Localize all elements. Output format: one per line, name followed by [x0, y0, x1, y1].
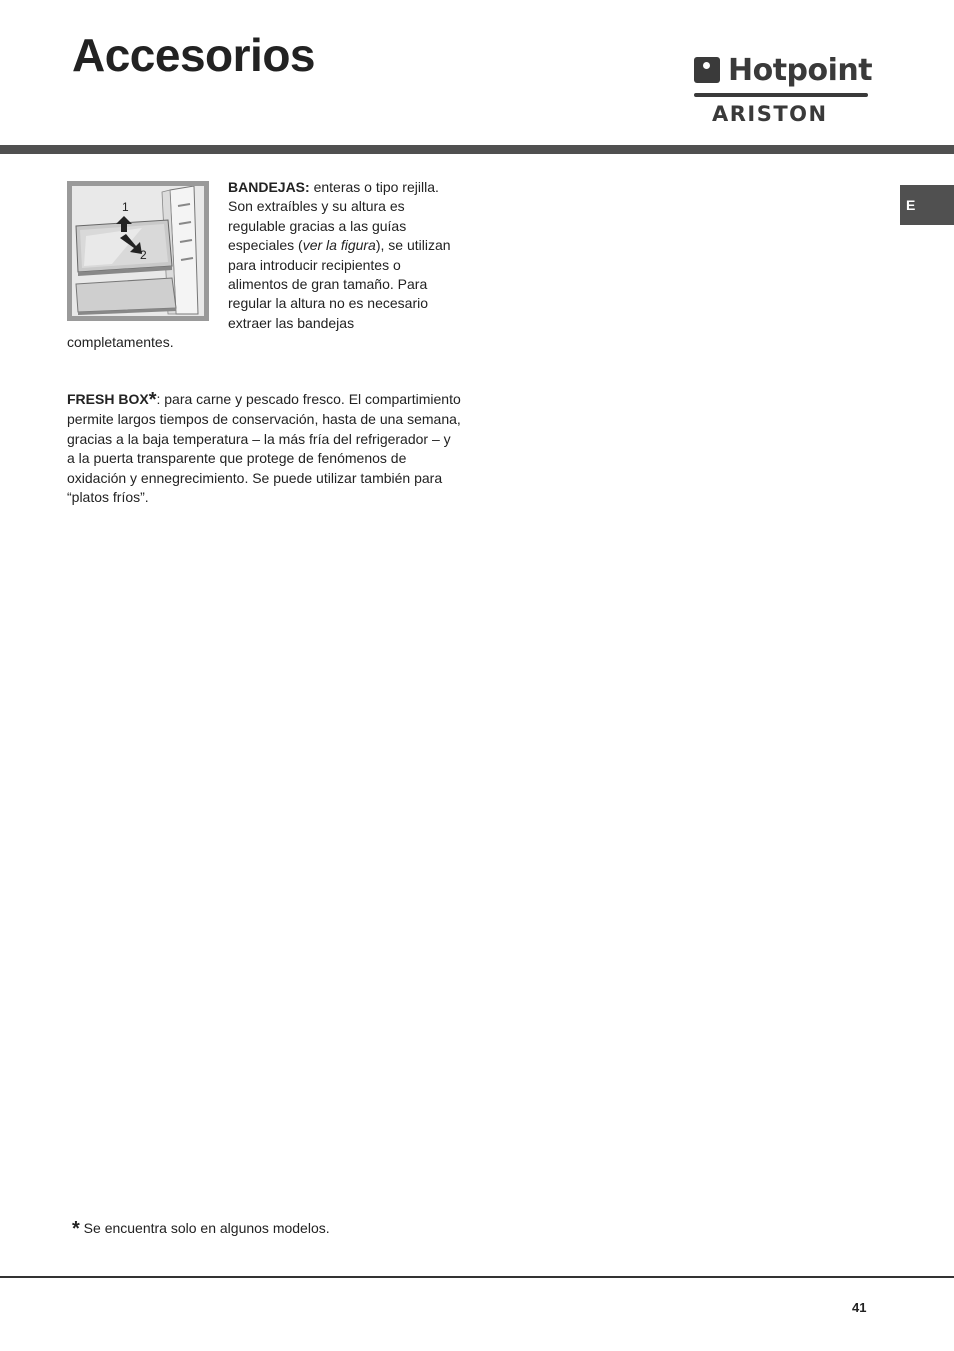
logo-brand-text: Hotpoint: [728, 52, 873, 88]
brand-logo: [694, 52, 873, 127]
hotpoint-logo-icon: [694, 57, 720, 83]
shelf-figure: [67, 181, 209, 321]
fresh-box-paragraph: [67, 390, 462, 507]
shelf-illustration: [72, 186, 204, 316]
bandejas-text-b: ), se utilizan para introducir recipientes o alimentos de gran tamaño. Para regular la altura no es necesario extraer las bandejas: [228, 237, 451, 331]
bandejas-figure-ref: ver la figura: [302, 237, 376, 254]
fresh-box-heading: FRESH BOX: [67, 391, 149, 407]
footer-divider: [0, 1276, 954, 1278]
language-tab-label: E: [906, 197, 916, 213]
logo-divider: [694, 93, 868, 97]
bandejas-text-a: enteras o tipo rejilla. Son extraíbles y su altura es regulable gracias a las guías especiales (: [228, 179, 439, 254]
page-title: Accesorios: [72, 29, 316, 81]
asterisk-icon: *: [148, 389, 157, 411]
footnote-asterisk-icon: *: [72, 1218, 80, 1240]
bandejas-paragraph: [228, 178, 460, 333]
fresh-box-text: : para carne y pescado fresco. El compartimiento permite largos tiempos de conservación, hasta de una semana, gracias a la baja temperatura – la más fría del refrigerador – y a la puerta transparente que protege de fenómenos de oxidación y ennegrecimiento. Se puede utilizar también para “platos fríos”.: [67, 391, 461, 506]
header-divider-bar: [0, 145, 954, 154]
bandejas-heading: BANDEJAS:: [228, 179, 310, 195]
bandejas-paragraph-tail: completamentes.: [67, 334, 174, 350]
footnote: [72, 1219, 472, 1239]
figure-label-2: 2: [140, 248, 147, 262]
footnote-text: Se encuentra solo en algunos modelos.: [79, 1220, 330, 1236]
language-tab: [900, 185, 954, 225]
figure-label-1: 1: [122, 200, 129, 214]
page-number: 41: [852, 1300, 867, 1315]
logo-sub-text: ARISTON: [712, 102, 828, 126]
